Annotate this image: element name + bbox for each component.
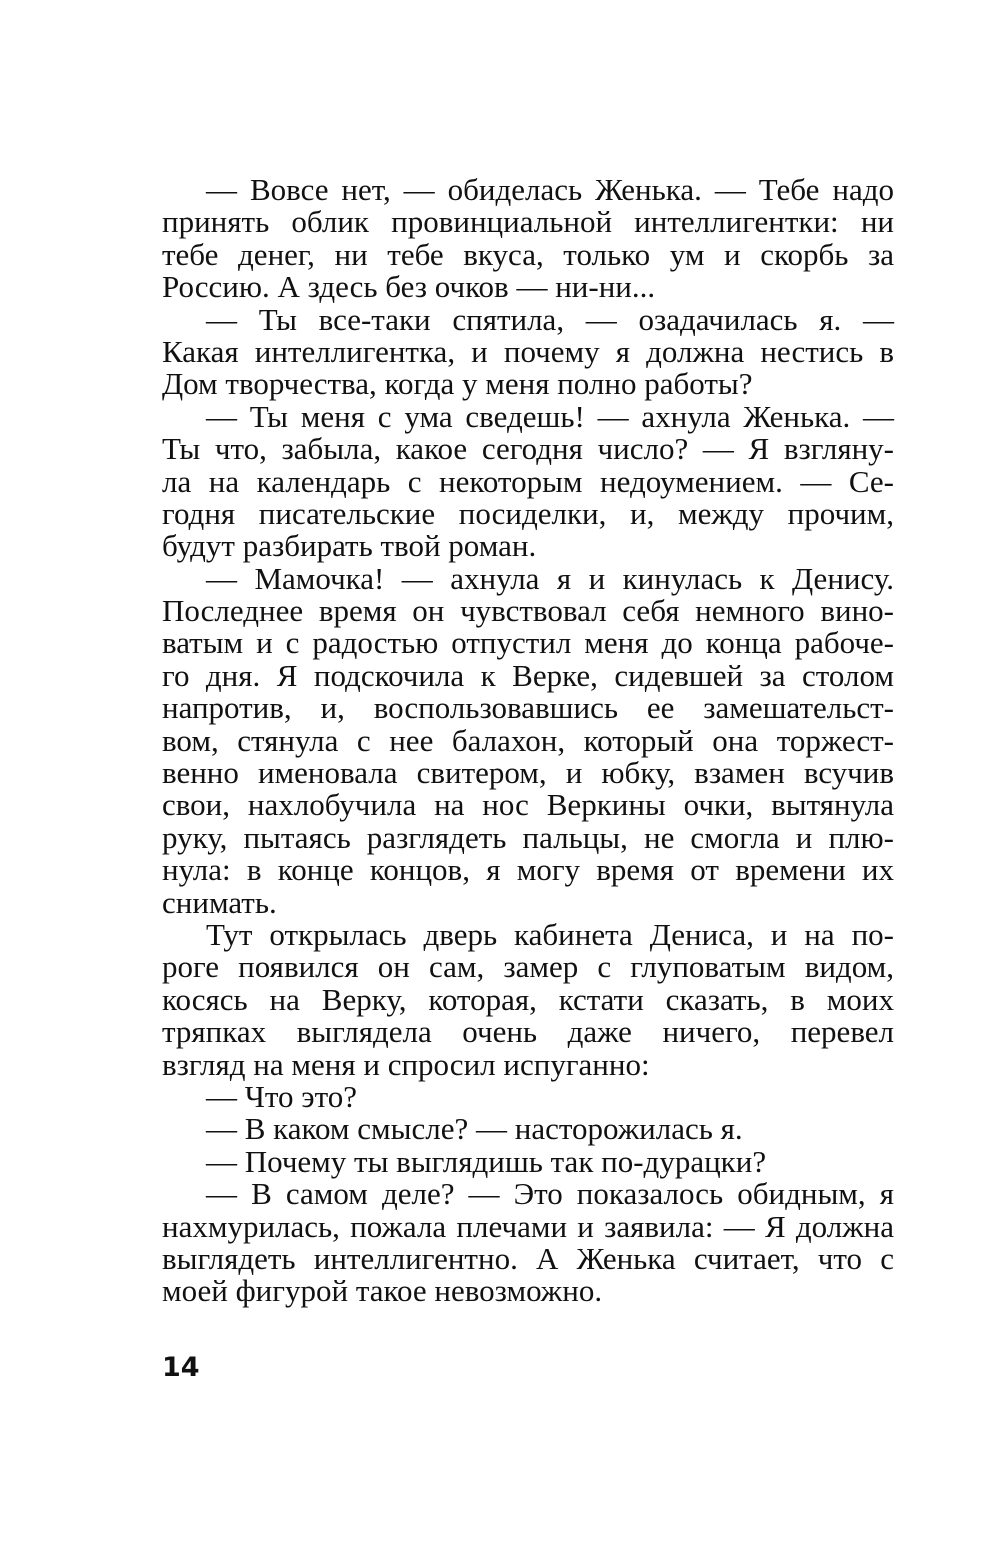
text-line: го дня. Я подскочила к Верке, сидевшей за столом: [162, 657, 894, 693]
text-line: — В самом деле? — Это показалось обидным, я: [206, 1176, 894, 1212]
text-line: нула: в конце концов, я могу время от времени их: [162, 852, 894, 888]
text-line: ватым и с радостью отпустил меня до конца рабоче-: [162, 625, 894, 661]
text-line: взгляд на меня и спросил испуганно:: [162, 1046, 650, 1082]
text-line: напротив, и, воспользовавшись ее замешательст-: [162, 690, 894, 726]
text-line: Дом творчества, когда у меня полно работы?: [162, 366, 753, 402]
text-line: снимать.: [162, 884, 277, 920]
text-line: Какая интеллигентка, и почему я должна нестись в: [162, 333, 894, 369]
text-line: годня писательские посиделки, и, между прочим,: [162, 495, 894, 531]
text-line: Тут открылась дверь кабинета Дениса, и на по-: [206, 916, 894, 952]
text-line: — Ты все-таки спятила, — озадачилась я. —: [206, 301, 894, 337]
text-line: будут разбирать твой роман.: [162, 528, 537, 564]
body-text: [162, 174, 894, 1308]
text-line: тебе денег, ни тебе вкуса, только ум и скорбь за: [162, 236, 894, 272]
text-line: тряпках выглядела очень даже ничего, перевел: [162, 1014, 894, 1050]
text-line: вом, стянула с нее балахон, который она торжест-: [162, 722, 894, 758]
text-line: моей фигурой такое невозможно.: [162, 1273, 603, 1309]
text-line: руку, пытаясь разглядеть пальцы, не смогла и плю-: [162, 819, 894, 855]
text-line: — Почему ты выглядишь так по-дурацки?: [206, 1143, 767, 1179]
text-line: Последнее время он чувствовал себя немного вино-: [162, 593, 894, 629]
text-line: — Ты меня с ума сведешь! — ахнула Женька. —: [206, 398, 894, 434]
text-line: свои, нахлобучила на нос Веркины очки, вытянула: [162, 787, 894, 823]
text-line: — Мамочка! — ахнула я и кинулась к Денису.: [206, 560, 894, 596]
text-line: роге появился он сам, замер с глуповатым видом,: [162, 949, 894, 985]
text-line: ла на календарь с некоторым недоумением. — Се-: [162, 463, 894, 499]
text-line: — Что это?: [206, 1078, 357, 1114]
text-line: — В каком смысле? — насторожилась я.: [206, 1111, 743, 1147]
text-line: принять облик провинциальной интеллигентки: ни: [162, 204, 894, 240]
text-line: — Вовсе нет, — обиделась Женька. — Тебе надо: [206, 172, 894, 207]
page-number: 14: [162, 1352, 200, 1383]
text-line: выглядеть интеллигентно. А Женька считает, что с: [162, 1240, 894, 1276]
text-line: косясь на Верку, которая, кстати сказать, в моих: [162, 981, 894, 1017]
text-line: нахмурилась, пожала плечами и заявила: — Я должна: [162, 1208, 894, 1244]
text-line: венно именовала свитером, и юбку, взамен всучив: [162, 755, 894, 791]
text-line: Ты что, забыла, какое сегодня число? — Я взгляну-: [162, 431, 894, 467]
text-line: Россию. А здесь без очков — ни-ни...: [162, 269, 656, 305]
